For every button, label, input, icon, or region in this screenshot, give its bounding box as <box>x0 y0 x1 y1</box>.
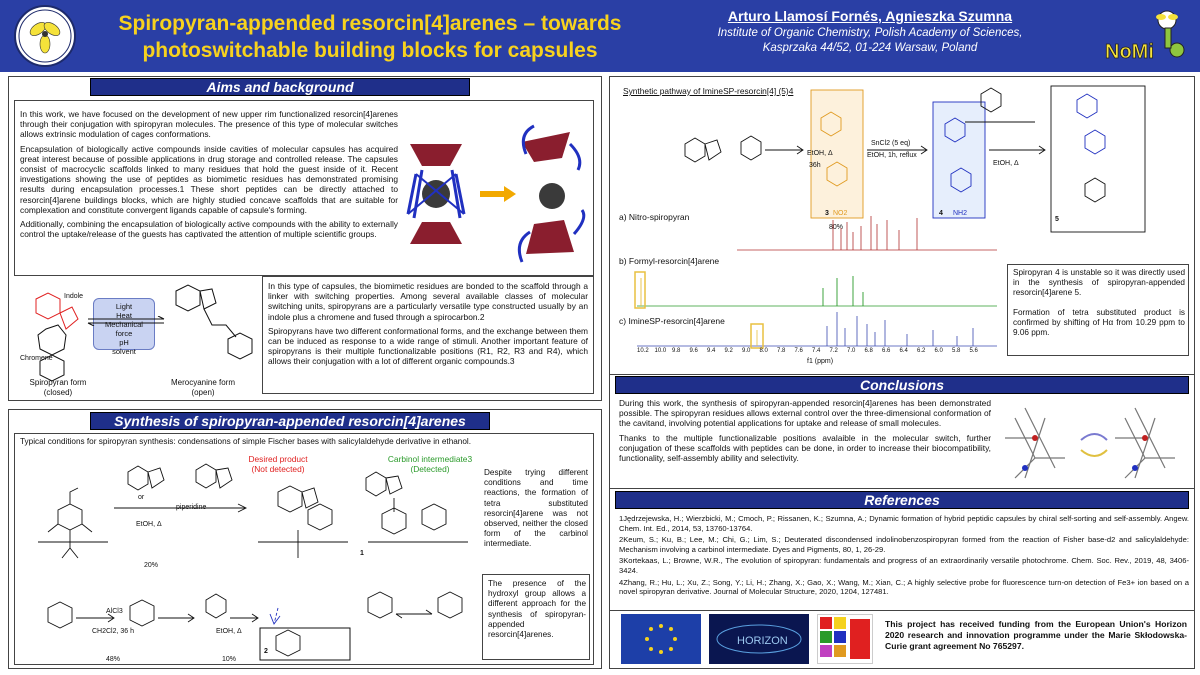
ppm-tick-label: 6.8 <box>864 348 873 354</box>
carbinol-status: (Detected) <box>410 464 450 474</box>
aims-paragraph-5: Spiropyrans have two different conformational forms, and the exchange between them can be induced as response to a wide range of stimuli. Another important feature of spiropyrans is their multiple functionalizable positions (R1, R2, R3 and R4), which allows their conjugation with a lot of different organic compounds.3 <box>268 325 588 367</box>
ppm-tick-label: 9.6 <box>689 348 698 354</box>
desired-product-status: (Not detected) <box>251 464 305 474</box>
capsule-illustration <box>402 114 592 274</box>
svg-text:HORIZON: HORIZON <box>737 635 788 647</box>
ch2cl2-label: CH2Cl2, 36 h <box>92 628 135 635</box>
closed-form-sublabel: (closed) <box>43 388 73 397</box>
compound-2-label: 2 <box>264 648 268 655</box>
ppm-tick-label: 10.0 <box>654 348 667 354</box>
ppm-tick-label: 6.4 <box>899 348 908 354</box>
compound-4-label: 4 <box>939 210 943 217</box>
poster-header <box>0 0 1200 72</box>
aims-paragraph-1: In this work, we have focused on the development of new upper rim functionalized resorcin[4]arenes through their conjugation with spiropyran molecules. The presence of this type of molecular switches allows extrinsic modulation of cages conformations. <box>20 109 398 140</box>
aims-paragraph-4: In this type of capsules, the biomimetic residues are bonded to the scaffold through a linker with switching properties. Among several available classes of molecular switching units, spiropyrans are a particularly versatile type constructed usually by an indole plus a chromene and fused through a spirocarbon.2 <box>268 281 588 322</box>
etoh-label-2: EtOH, Δ <box>216 628 242 635</box>
title-line-1: Spiropyran-appended resorcin[4]arenes – towards <box>118 12 622 35</box>
aims-paragraph-2: Encapsulation of biologically active compounds inside cavities of molecular capsules has acquired great interest because of possible applications in drug storage and controlled release. The capsules consist of macrocyclic scaffolds linked to many residues that hold the guest inside of it. Recent investigations showing the use of peptides as biomimetic residues has demonstrated promising results during encapsulation processes.1 These short peptides can be directly attached to resorcin[4]arene buildings blocks, which are highly studied concave scaffolds that are suitable for complexation and constitute convergent ligands capable of capsule's forming. <box>20 143 398 215</box>
spiropyran-text <box>268 281 588 371</box>
desired-product-title: Desired product <box>248 454 308 464</box>
closed-capsule <box>408 144 464 244</box>
svg-text:NoMi: NoMi <box>1105 41 1154 63</box>
equilibrium-arrows <box>86 316 166 326</box>
ppm-tick-label: 10.2 <box>637 348 649 354</box>
carbinol-title: Carbinol intermediate3 <box>387 454 473 464</box>
spiropyran-closed-structure <box>36 293 78 381</box>
eu-flag-icon <box>621 614 701 664</box>
ppm-tick-label: 9.0 <box>742 348 751 354</box>
ppm-tick-label: 7.4 <box>812 348 821 354</box>
conclusions-paragraph-1: During this work, the synthesis of spiropyran-appended resorcin[4]arenes has been demonstrated possible. The spiropyran residues allows external control over the three-dimensional conformation of the cavitand, involving potential applications for uptake and release of small molecules. <box>619 398 991 429</box>
yield-20: 20% <box>144 562 159 569</box>
affiliation <box>700 26 1040 56</box>
spectrum-a-label: a) Nitro-spiropyran <box>619 212 690 222</box>
reference-4: 4Zhang, R.; Hu, L.; Xu, Z.; Song, Y.; Li, H.; Zhang, X.; Gao, X.; Wang, M.; Xian, C.; A highly selective probe for fluorescence turn-on detection of Fe3+ ion based on a novel spiropyran derivative. Journal of Molecular Structure, 2020, 1204, 127481. <box>619 577 1189 597</box>
title-line-2: photoswitchable building blocks for capsules <box>142 39 598 62</box>
ppm-tick-label: 6.0 <box>934 348 943 354</box>
step1-cond-a: EtOH, Δ <box>807 150 833 157</box>
aims-paragraph-3: Additionally, combining the encapsulation of biologically active compounds with the ability to externally control the uptake/release of the guests has captivated the attention of multiple scientific groups. <box>20 219 398 240</box>
cond-piperidine: piperidine <box>176 504 207 511</box>
synthesis-scheme <box>18 448 478 663</box>
ppm-axis-label: f1 (ppm) <box>807 358 834 365</box>
open-form-caption <box>158 378 248 398</box>
ppm-tick-label: 8.0 <box>759 348 768 354</box>
closed-form-caption <box>18 378 98 398</box>
cond-etoh-1: EtOH, Δ <box>136 521 162 528</box>
stimulus-heat: Heat <box>116 311 132 320</box>
poster-title <box>90 10 650 64</box>
affiliation-line-2: Kasprzaka 44/52, 01-224 Warsaw, Poland <box>762 42 978 54</box>
references-heading: References <box>615 491 1189 509</box>
despite-text: Despite trying different conditions and time reactions, the formation of tetra substituted resorcin[4]arene was not observed, neither the closed form of the carbinol intermediate. <box>484 468 588 549</box>
stimulus-mechanical: Mechanical force <box>105 320 143 338</box>
ppm-tick-label: 6.2 <box>917 348 926 354</box>
reference-3: 3Kortekaas, L.; Browne, W.R., The evolution of spiropyran: fundamentals and progress of an extraordinarily versatile photochrome. Chem. Soc. Rev., 2019, 48, 3406-3424. <box>619 556 1189 575</box>
institute-logo <box>14 5 76 67</box>
author-block <box>700 8 1040 56</box>
conclusions-text <box>619 398 991 467</box>
chromene-label: Chromene <box>20 355 53 362</box>
conclusions-heading: Conclusions <box>615 376 1189 394</box>
step2-cond-a: SnCl2 (5 eq) <box>871 140 911 147</box>
reference-2: 2Keum, S.; Ku, B.; Lee, M.; Chi, G.; Lim, S.; Deuterated discondensed indolinobenzospiropyran formed from the reaction of Fisher base-d2 and salicylaldehyde: Mechanism involving a carbinol intermediate. Dyes and Pigments, 80, 1, 26-29. <box>619 535 1189 554</box>
open-form-label: Merocyanine form <box>170 378 236 387</box>
nmr-spectra <box>617 206 1003 366</box>
ppm-tick-label: 7.6 <box>794 348 803 354</box>
ppm-tick-label: 7.2 <box>829 348 838 354</box>
desired-product-label <box>228 454 328 474</box>
nh2-label: NH2 <box>953 210 968 217</box>
compound-3-label: 3 <box>825 210 829 217</box>
note-1: Spiropyran 4 is unstable so it was directly used in the synthesis of spiropyran-appended resorcin[4]arene 5. <box>1013 268 1185 297</box>
left-column <box>8 76 602 669</box>
cond-or: or <box>138 494 145 501</box>
yield-80: 80% <box>829 224 844 231</box>
resorcinarene-ring <box>58 504 82 530</box>
merocyanine-structure <box>176 285 252 359</box>
no2-label: NO2 <box>833 210 848 217</box>
references-list <box>619 514 1189 599</box>
ppm-tick-label: 7.8 <box>777 348 786 354</box>
ppm-tick-label: 6.6 <box>882 348 891 354</box>
ppm-tick-label: 7.0 <box>847 348 856 354</box>
aldehyde-highlight <box>635 272 645 308</box>
spectrum-b-label: b) Formyl-resorcin[4]arene <box>619 256 720 266</box>
ppm-tick-label: 5.8 <box>952 348 961 354</box>
synthesis-intro: Typical conditions for spiropyran synthesis: condensations of simple Fischer bases with salicylaldehyde derivative in ethanol. <box>20 437 471 446</box>
open-form-sublabel: (open) <box>191 388 215 397</box>
presence-text: The presence of the hydroxyl group allows a different approach for the synthesis of spiropyran-appended resorcin[4]arenes. <box>488 579 586 640</box>
ppm-tick-label: 9.2 <box>724 348 733 354</box>
ppm-axis <box>637 348 997 358</box>
right-column <box>609 76 1195 669</box>
step1-cond-b: 36h <box>809 162 821 169</box>
affiliation-line-1: Institute of Organic Chemistry, Polish Academy of Sciences, <box>717 27 1023 39</box>
compound-1-label: 1 <box>360 550 364 557</box>
spectrum-c-label: c) ImineSP-resorcin[4]arene <box>619 316 725 326</box>
capsule-model-image <box>995 398 1191 484</box>
closed-form-label: Spiropyran form <box>29 378 87 387</box>
yield-10: 10% <box>222 656 237 663</box>
funding-text: This project has received funding from the European Union's Horizon 2020 research and innovation programme under the Marie Skłodowska-Curie grant agreement No 765297. <box>885 619 1187 651</box>
compound-2-box <box>260 628 350 660</box>
horizon-2020-logo <box>709 614 809 664</box>
step3-cond: EtOH, Δ <box>993 160 1019 167</box>
carbinol-label <box>380 454 480 474</box>
author-names: Arturo Llamosí Fornés, Agnieszka Szumna <box>727 8 1013 24</box>
yield-48: 48% <box>106 656 121 663</box>
pathway-title: Synthetic pathway of ImineSP-resorcin[4] (5)4 <box>623 86 794 96</box>
stimulus-light: Light <box>115 302 133 311</box>
ppm-tick-label: 9.4 <box>707 348 716 354</box>
stimulus-ph: pH <box>119 338 129 347</box>
ppm-tick-label: 9.8 <box>672 348 681 354</box>
stimulus-solvent: solvent <box>112 347 136 356</box>
note-2: Formation of tetra substituted product is confirmed by shifting of Hα from 10.29 ppm to 9.06 ppm. <box>1013 308 1185 337</box>
aims-heading: Aims and background <box>90 78 470 96</box>
reference-1: 1Jędrzejewska, H.; Wierzbicki, M.; Cmoch, P.; Rissanen, K.; Szumna, A.; Dynamic formation of hybrid peptidic capsules by chiral self-sorting and self-assembly. Angew. Chem. Int. Ed., 2014, 53, 13760-13764. <box>619 514 1189 533</box>
alcl3-label: AlCl3 <box>106 608 123 615</box>
nomi-logo <box>1095 6 1190 68</box>
marie-curie-logo <box>817 614 873 664</box>
aims-text <box>20 109 398 243</box>
open-capsule <box>519 126 583 262</box>
conclusions-paragraph-2: Thanks to the multiple functionalizable positions avalaible in the molecular switch, further conjugation of these scaffolds with peptides can be done, in order to increase their biocompatibility, functionality, self-assembly ability and selectivity. <box>619 432 991 464</box>
synthesis-heading: Synthesis of spiropyran-appended resorcin[4]arenes <box>90 412 490 430</box>
compound-5-label: 5 <box>1055 216 1059 223</box>
indole-label: Indole <box>64 293 84 300</box>
step2-cond-b: EtOH, 1h, reflux <box>867 152 917 159</box>
ppm-tick-label: 5.6 <box>969 348 978 354</box>
